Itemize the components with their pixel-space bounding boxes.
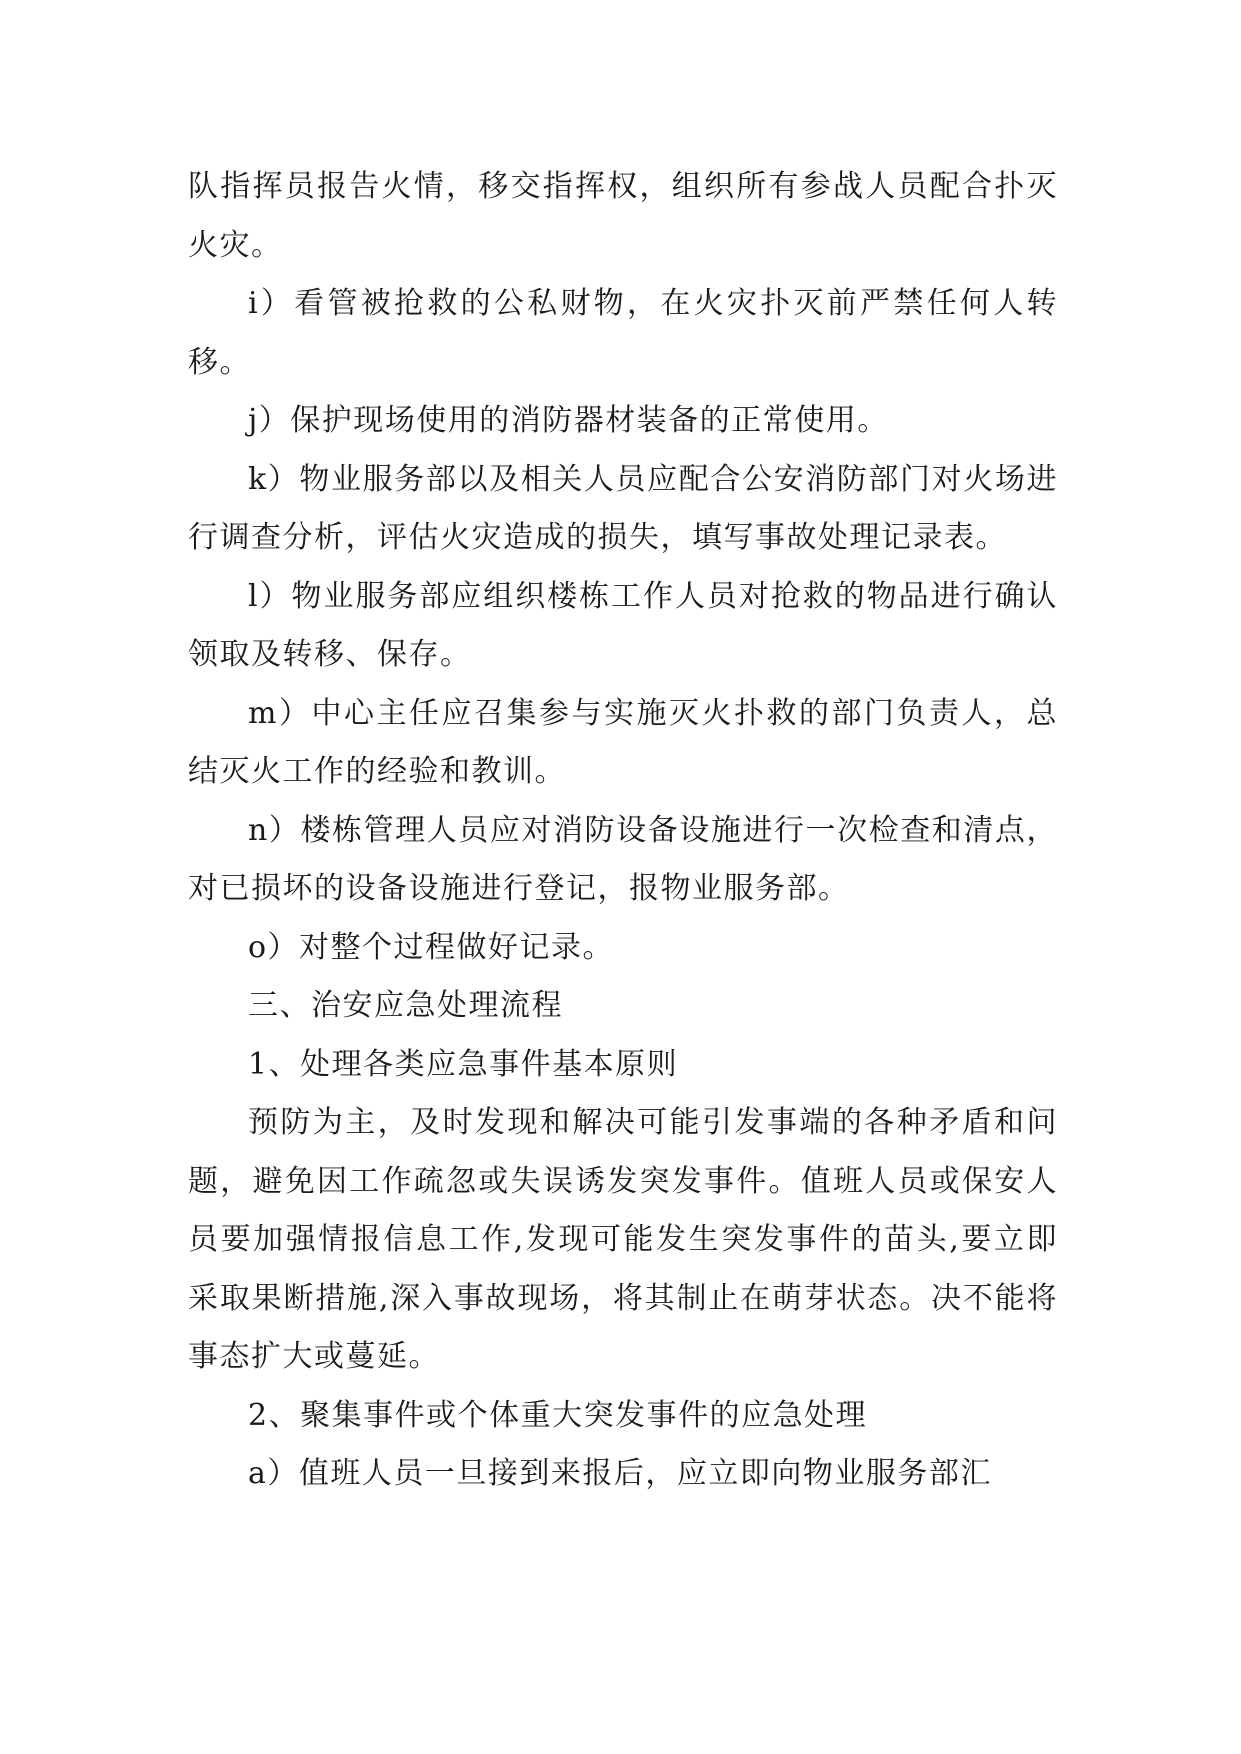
paragraph-item-m: m）中心主任应召集参与实施灭火扑救的部门负责人，总结灭火工作的经验和教训。 [188,695,1058,789]
paragraph-item-k: k）物业服务部以及相关人员应配合公安消防部门对火场进行调查分析，评估火灾造成的损失，填写事故处理记录表。 [188,461,1058,555]
subheading-basic-principles: 1、处理各类应急事件基本原则 [248,1046,679,1082]
paragraph-item-a: a）值班人员一旦接到来报后，应立即向物业服务部汇 [248,1456,992,1491]
section-heading-security: 三、治安应急处理流程 [248,988,563,1023]
paragraph-prevention: 预防为主，及时发现和解决可能引发事端的各种矛盾和问题，避免因工作疏忽或失误诱发突发事件。值班人员或保安人员要加强情报信息工作,发现可能发生突发事件的苗头,要立即采取果断措施,深入事故现场，将其制止在萌芽状态。决不能将事态扩大或蔓延。 [188,1105,1058,1374]
paragraph-item-i: i）看管被抢救的公私财物，在火灾扑灭前严禁任何人转移。 [188,286,1058,380]
paragraph-fire-report-continuation: 队指挥员报告火情，移交指挥权，组织所有参战人员配合扑灭火灾。 [188,169,1058,263]
subheading-mass-incident: 2、聚集事件或个体重大突发事件的应急处理 [248,1397,868,1433]
paragraph-item-j: j）保护现场使用的消防器材装备的正常使用。 [248,403,889,438]
document-body [188,158,1058,1504]
paragraph-item-o: o）对整个过程做好记录。 [248,929,615,965]
paragraph-item-l: l）物业服务部应组织楼栋工作人员对抢救的物品进行确认领取及转移、保存。 [188,578,1058,672]
paragraph-item-n: n）楼栋管理人员应对消防设备设施进行一次检查和清点，对已损坏的设备设施进行登记，报物业服务部。 [188,812,1058,906]
